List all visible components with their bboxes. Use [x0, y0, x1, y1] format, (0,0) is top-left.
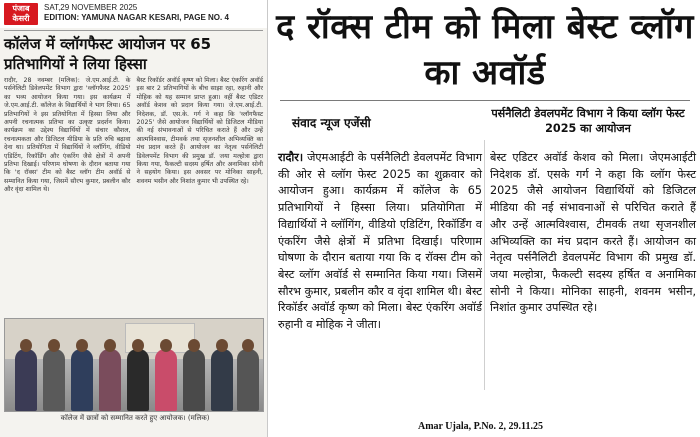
- punjab-kesari-clipping: [0, 0, 268, 437]
- headline-divider: [280, 100, 690, 101]
- left-article-body: [4, 77, 263, 195]
- punjab-kesari-logo: पंजाब केसरी: [4, 3, 38, 25]
- dateline: रादौर।: [278, 151, 304, 164]
- source-citation: Amar Ujala, P.No. 2, 29.11.25: [418, 421, 543, 432]
- right-headline: द रॉक्स टीम को मिला बेस्ट व्लॉग का अवॉर्ड: [276, 7, 694, 93]
- event-photo: [4, 318, 264, 412]
- edition-info: [44, 3, 229, 23]
- photo-caption: कॉलेज में छात्रों को सम्मानित करते हुए आयोजक। (मलिक): [60, 414, 210, 422]
- amar-ujala-clipping: [270, 0, 700, 437]
- masthead: [0, 0, 267, 28]
- left-article-column-1: रादौर, 28 नवम्बर (मलिक): जे.एम.आई.टी. के पर्सनेलिटी डिवेलपमेंट विभाग द्वारा 'व्लॉगफैस्ट 2025' का भव्य आयोजन किया गया। इस कार्यक्रम में जे.एम.आई.टी. कॉलेज के विद्यार्थियों ने भाग लिया। 65 प्रतिभागियों ने इस प्रतियोगिता में हिस्सा लिया और अपनी रचनात्मक प्रतिभा का उत्कृष्ट प्रदर्शन किया। कार्यक्रम का उद्देश्य विद्यार्थियों में संचार कौशल, रचनात्मकता और डिजिटल मीडिया के प्रति रुचि बढ़ावा देना था। प्रतियोगिता में विद्यार्थियों ने व्लॉगिंग, वीडियो एडिटिंग, रिकॉर्डिंग और एंकरिंग जैसे क्षेत्रों में अपनी प्रतिभा दिखाई। परिणाम घोषणा के दौरान बताया गया कि 'द रॉक्स' टीम को बैस्ट व्लॉग टीम अवॉर्ड से सम्मानित किया गया, जिसमें सौरभ कुमार, प्रबलीन कौर और वृंदा शामिल थे।: [4, 77, 131, 194]
- edition-date: SAT,29 NOVEMBER 2025: [44, 3, 138, 12]
- byline: संवाद न्यूज एजेंसी: [292, 116, 371, 130]
- column-divider: [484, 140, 485, 390]
- left-headline: कॉलेज में व्लॉगफैस्ट आयोजन पर 65 प्रतिभागियों ने लिया हिस्सा: [4, 30, 263, 74]
- right-column-1-text: जेएमआईटी के पर्सनैलिटी डेवलपमेंट विभाग की ओर से व्लॉग फेस्ट 2025 का शुक्रवार को आयोजन हुआ। कार्यक्रम में कॉलेज के 65 प्रतिभागियों ने हिस्सा लिया। प्रतियोगिता में विद्यार्थियों ने व्लॉगिंग, वीडियो एडिटिंग, रिकॉर्डिंग व एंकरिंग जैसे क्षेत्रों में प्रतिभा दिखाई। परिणाम घोषणा के दौरान बताया गया कि द रॉक्स टीम को बेस्ट व्लॉग अवॉर्ड से सम्मानित किया गया। जिसमें सौरभ कुमार, प्रबलीन कौर व वृंदा शामिल थी। बेस्ट रिकॉर्डर अवॉर्ड कृष्ण को मिला। बेस्ट एंकरिंग अवॉर्ड रुहानी व मोहिक ने जीता।: [278, 151, 482, 332]
- edition-name: EDITION: YAMUNA NAGAR KESARI, PAGE NO. 4: [44, 13, 229, 22]
- subheadline: पर्सनैलिटी डेवलपमेंट विभाग ने किया व्लॉग फेस्ट 2025 का आयोजन: [491, 107, 685, 135]
- right-article-column-1: [278, 150, 482, 334]
- right-article-column-2: बेस्ट एडिटर अवॉर्ड केशव को मिला। जेएमआईटी निदेशक डॉ. एसके गर्ग ने कहा कि व्लॉग फेस्ट 2025 जैसे आयोजन विद्यार्थियों को डिजिटल मीडिया की नई संभावनाओं से परिचित कराते हैं और उन्हें आत्मविश्वास, टीमवर्क तथा सृजनशील अभिव्यक्ति का मंच प्रदान करते हैं। आयोजन का नेतृत्व पर्सनैलिटी डेवलपमेंट विभाग की प्रमुख डॉ. जया मल्होत्रा, फैकल्टी सदस्य हर्षित व अनामिका सोनी ने किया। मोनिका साहनी, शवनम भसीन, निशांत कुमार उपस्थित रहे।: [490, 151, 696, 315]
- left-article-column-2: बैस्ट रिकॉर्डर अवॉर्ड कृष्ण को मिला। बैस्ट एंकरिंग अवॉर्ड इस बार 2 प्रतिभागियों के बीच साझा रहा, रुहानी और मोहिक को यह सम्मान प्राप्त हुआ। वहीं बैस्ट एडिटर अवॉर्ड केशव को प्रदान किया गया। जे.एम.आई.टी. निदेशक, डॉ. एस.के. गर्ग ने कहा कि 'व्लॉगफैस्ट 2025' जैसे आयोजन विद्यार्थियों को डिजिटल मीडिया की नई संभावनाओं से परिचित कराते हैं और उन्हें आत्मविश्वास, टीमवर्क तथा सृजनशील अभिव्यक्ति का मंच प्रदान करते हैं। आयोजन का नेतृत्व पर्सनेलिटी डिवेलपमेंट विभाग की प्रमुख डॉ. जया मल्होत्रा द्वारा किया गया, फैकल्टी सदस्य हर्षित और अनामिका सोनी ने सहयोग किया। इस अवसर पर मोनिका साहनी, शवनम भसीन और निशांत कुमार भी उपस्थित रहे।: [136, 77, 263, 185]
